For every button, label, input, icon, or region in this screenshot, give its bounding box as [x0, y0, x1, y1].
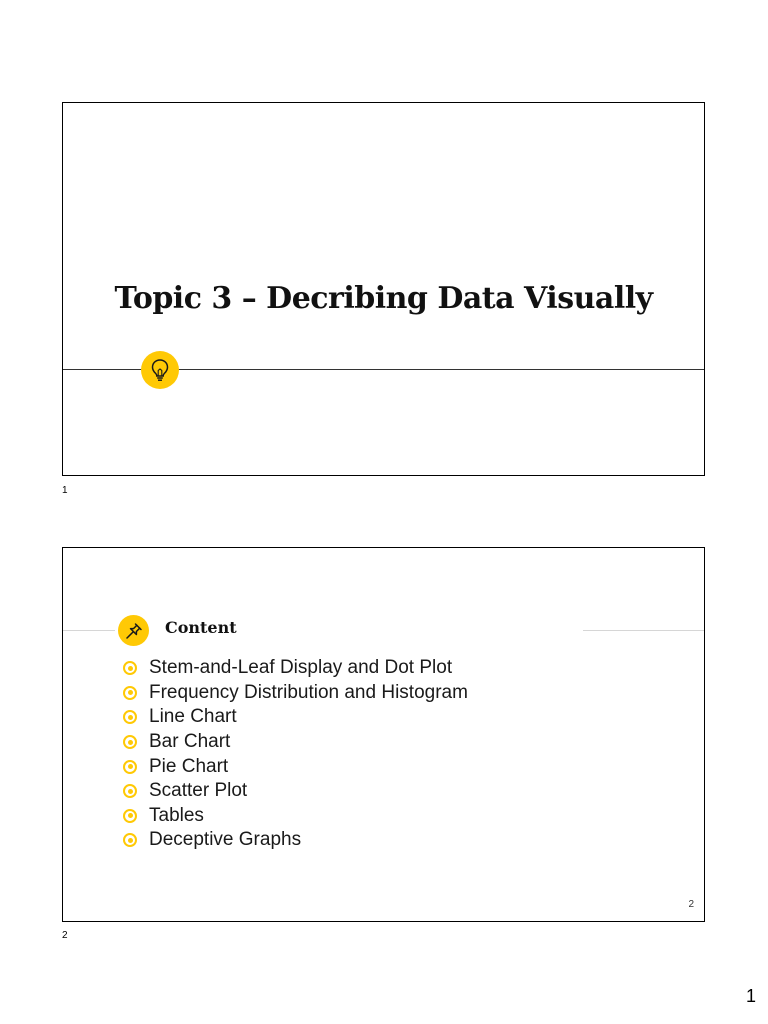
- list-item-label: Bar Chart: [149, 731, 231, 753]
- list-item: [123, 681, 468, 706]
- slide-2: [62, 547, 705, 922]
- list-item: [123, 754, 468, 779]
- lightbulb-icon: [141, 351, 179, 389]
- slide-1: [62, 102, 705, 476]
- list-item: [123, 705, 468, 730]
- bullet-icon: [123, 833, 137, 847]
- list-item-label: Pie Chart: [149, 755, 229, 777]
- slide-label-2: 2: [62, 930, 68, 941]
- list-item: [123, 779, 468, 804]
- bullet-icon: [123, 661, 137, 675]
- list-item-label: Line Chart: [149, 706, 237, 728]
- list-item-label: Scatter Plot: [149, 780, 248, 802]
- slide-number: 2: [688, 899, 694, 910]
- list-item: [123, 730, 468, 755]
- bullet-icon: [123, 809, 137, 823]
- list-item-label: Stem-and-Leaf Display and Dot Plot: [149, 657, 453, 679]
- heading-rule-left: [63, 630, 115, 631]
- bullet-icon: [123, 784, 137, 798]
- bullet-icon: [123, 760, 137, 774]
- list-item-label: Frequency Distribution and Histogram: [149, 681, 468, 703]
- section-heading: Content: [165, 618, 237, 637]
- bullet-icon: [123, 710, 137, 724]
- list-item: [123, 828, 468, 853]
- list-item: [123, 804, 468, 829]
- slide-title: Topic 3 – Decribing Data Visually: [114, 281, 653, 316]
- bullet-icon: [123, 735, 137, 749]
- list-item-label: Tables: [149, 804, 204, 826]
- list-item: [123, 656, 468, 681]
- content-list: [123, 656, 468, 853]
- slide-label-1: 1: [62, 485, 68, 496]
- pushpin-icon: [118, 615, 149, 646]
- page-number: 1: [745, 986, 756, 1006]
- heading-rule-right: [583, 630, 704, 631]
- list-item-label: Deceptive Graphs: [149, 829, 302, 851]
- bullet-icon: [123, 686, 137, 700]
